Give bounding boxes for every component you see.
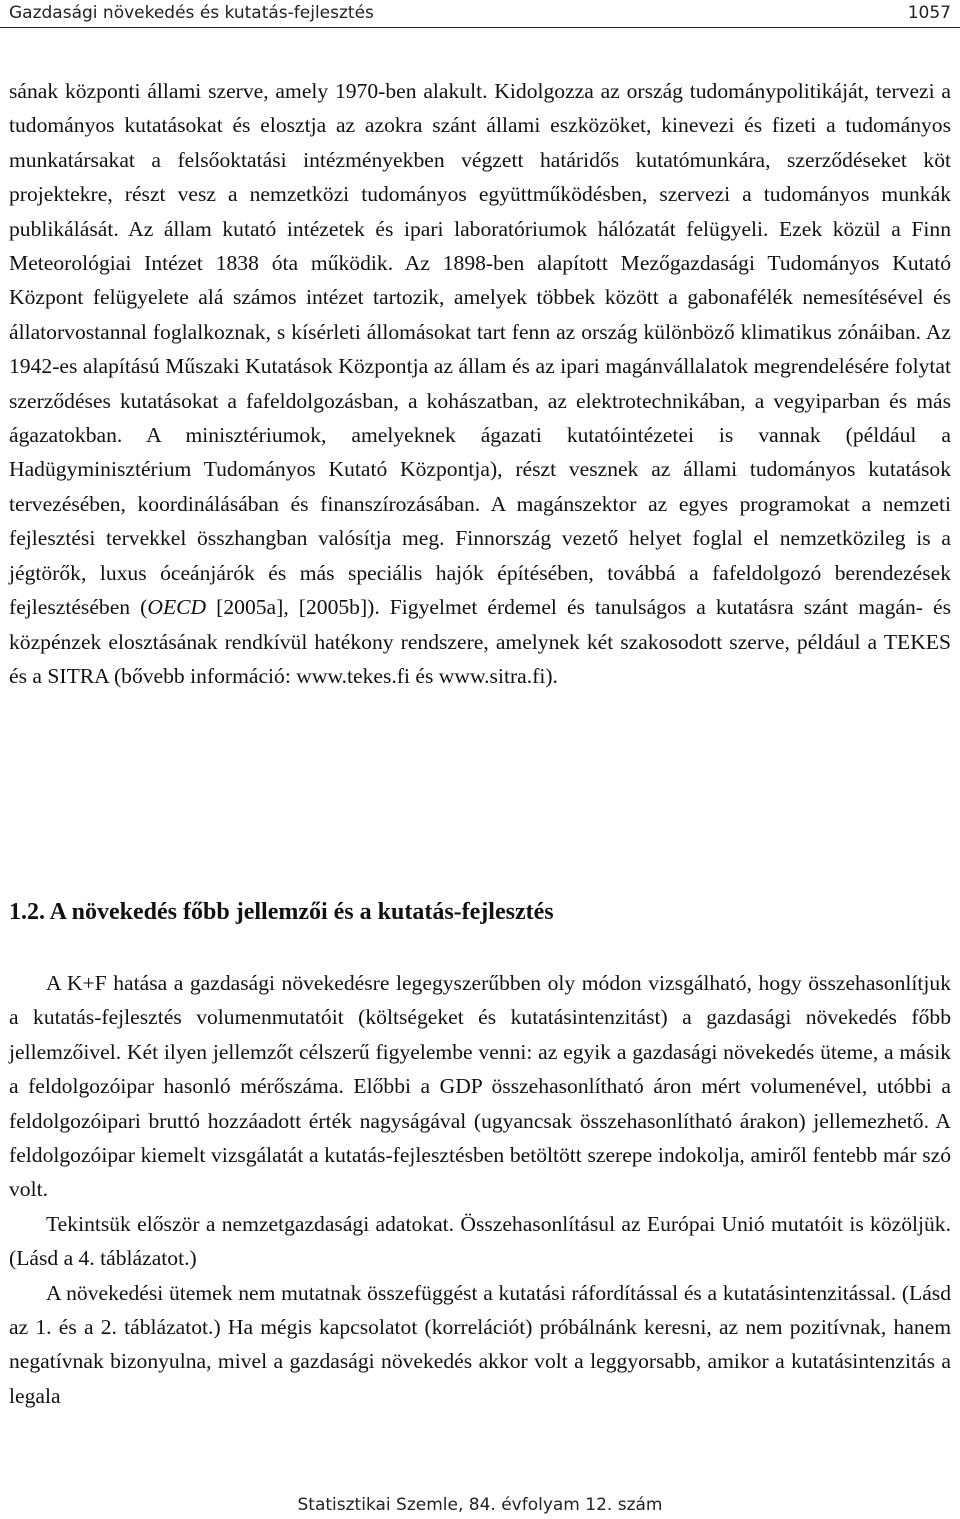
body-text-continued (9, 74, 951, 693)
header-title: Gazdasági növekedés és kutatás-fejlesztés (9, 3, 374, 23)
running-footer: Statisztikai Szemle, 84. évfolyam 12. szám (297, 1495, 663, 1515)
paragraph (9, 74, 951, 693)
running-header (9, 0, 951, 26)
paragraph-text: [2005a], [2005b]). Figyelmet érdemel és tanulságos a kutatásra szánt magán- és közpénzek elosztásának rendkívül hatékony rendszere, amelynek két szakosodott szerve, például a TEKES és a SITRA (bővebb információ: www.tekes.fi és www.sitra.fi). (9, 595, 952, 688)
section-body (9, 966, 951, 1413)
paragraph: Tekintsük először a nemzetgazdasági adatokat. Összehasonlításul az Európai Unió mutatóit is közöljük. (Lásd a 4. táblázatot.) (9, 1211, 951, 1271)
header-divider (0, 27, 960, 28)
paragraph: A K+F hatása a gazdasági növekedésre legegyszerűbben oly módon vizsgálható, hogy összehasonlítjuk a kutatás-fejlesztés volumenmutatóit (költségeket és kutatásintenzitást) a gazdasági növekedés főbb jellemzőivel. Két ilyen jellemzőt célszerű figyelembe venni: az egyik a gazdasági növekedés üteme, a másik a feldolgozóipar hasonló mérőszáma. Előbbi a GDP összehasonlítható áron mért volumenével, utóbbi a feldolgozóipari bruttó hozzáadott érték nagyságával (ugyancsak összehasonlítható árakon) jellemezhető. A feldolgozóipar kiemelt vizsgálatát a kutatás-fejlesztésben betöltött szerepe indokolja, amiről fentebb már szó volt. (9, 971, 951, 1202)
page-number: 1057 (907, 3, 951, 23)
paragraph: A növekedési ütemek nem mutatnak összefüggést a kutatási ráfordítással és a kutatásintenzitással. (Lásd az 1. és a 2. táblázatot.) Ha mégis kapcsolatot (korrelációt) próbálnánk keresni, az nem pozitívnak, hanem negatívnak bizonyulna, mivel a gazdasági növekedés akkor volt a leggyorsabb, amikor a kutatásintenzitás a legala (9, 1280, 951, 1408)
section-heading: 1.2. A növekedés főbb jellemzői és a kutatás-fejlesztés (9, 899, 554, 925)
citation-source: OECD (147, 595, 207, 620)
paragraph-text: sának központi állami szerve, amely 1970-ben alakult. Kidolgozza az ország tudománypolitikáját, tervezi a tudományos kutatásokat és elosztja az azokra szánt állami eszközöket, kinevezi és fizeti a tudományos munkatársakat a felsőoktatási intézményekben végzett határidős kutatómunkára, szerződéseket köt projektekre, részt vesz a nemzetközi tudományos együttműködésben, szervezi a tudományos munkák publikálását. Az állam kutató intézetek és ipari laboratóriumok hálózatát felügyeli. Ezek közül a Finn Meteorológiai Intézet 1838 óta működik. Az 1898-ben alapított Mezőgazdasági Tudományos Kutató Központ felügyelete alá számos intézet tartozik, amelyek többek között a gabonafélék nemesítésével és állatorvostannal foglalkoznak, s kísérleti állomásokat tart fenn az ország különböző klimatikus zónáiban. Az 1942-es alapítású Műszaki Kutatások Központja az állam és az ipari magánvállalatok megrendelésére folytat szerződéses kutatásokat a fafeldolgozásban, a kohászatban, az elektrotechnikában, a vegyiparban és más ágazatokban. A minisztériumok, amelyeknek ágazati kutatóintézetei is vannak (például a Hadügyminisztérium Tudományos Kutató Központja), részt vesznek az állami tudományos kutatások tervezésében, koordinálásában és finanszírozásában. A magánszektor az egyes programokat a nemzeti fejlesztési tervekkel összhangban valósítja meg. Finnország vezető helyet foglal el nemzetközileg is a jégtörők, luxus óceánjárók és más speciális hajók építésében, továbbá a fafeldolgozó berendezések fejlesztésében ( (9, 79, 951, 620)
